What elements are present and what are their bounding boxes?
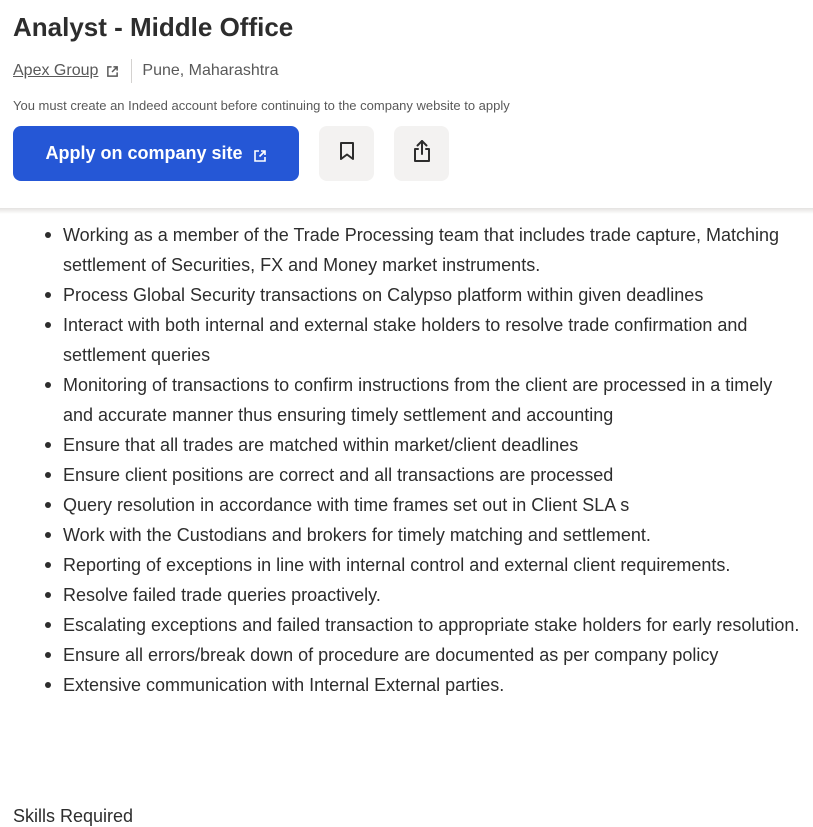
list-item: Reporting of exceptions in line with internal control and external client requirements. <box>63 550 813 580</box>
company-link[interactable]: Apex Group <box>13 62 99 79</box>
bookmark-icon <box>339 141 355 166</box>
list-item: Working as a member of the Trade Processing team that includes trade capture, Matching settlement of Securities, FX and Money market instruments. <box>63 220 813 280</box>
list-item: Escalating exceptions and failed transaction to appropriate stake holders for early resolution. <box>63 610 813 640</box>
share-job-button[interactable] <box>394 126 449 181</box>
header-shadow <box>0 208 813 214</box>
list-item: Resolve failed trade queries proactively. <box>63 580 813 610</box>
account-notice: You must create an Indeed account before continuing to the company website to apply <box>13 98 510 113</box>
list-item: Extensive communication with Internal External parties. <box>63 670 813 700</box>
list-item: Query resolution in accordance with time frames set out in Client SLA s <box>63 490 813 520</box>
list-item: Work with the Custodians and brokers for timely matching and settlement. <box>63 520 813 550</box>
divider <box>131 59 132 83</box>
duties-list <box>0 220 813 700</box>
list-item: Ensure all errors/break down of procedure are documented as per company policy <box>63 640 813 670</box>
apply-on-company-site-button[interactable] <box>13 126 299 181</box>
list-item: Ensure that all trades are matched within market/client deadlines <box>63 430 813 460</box>
list-item: Ensure client positions are correct and all transactions are processed <box>63 460 813 490</box>
apply-button-label: Apply on company site <box>45 143 243 163</box>
save-job-button[interactable] <box>319 126 374 181</box>
share-icon <box>412 139 432 168</box>
list-item: Monitoring of transactions to confirm instructions from the client are processed in a timely and accurate manner thus ensuring timely settlement and accounting <box>63 370 813 430</box>
job-description <box>0 220 813 700</box>
external-link-icon <box>253 147 267 161</box>
list-item: Interact with both internal and external stake holders to resolve trade confirmation and settlement queries <box>63 310 813 370</box>
list-item: Process Global Security transactions on Calypso platform within given deadlines <box>63 280 813 310</box>
job-location: Pune, Maharashtra <box>142 62 279 79</box>
external-link-icon[interactable] <box>106 65 119 78</box>
job-header <box>0 0 813 208</box>
company-location-row <box>13 59 278 83</box>
section-heading-partial: Skills Required <box>13 806 134 826</box>
job-title: Analyst - Middle Office <box>13 12 294 42</box>
